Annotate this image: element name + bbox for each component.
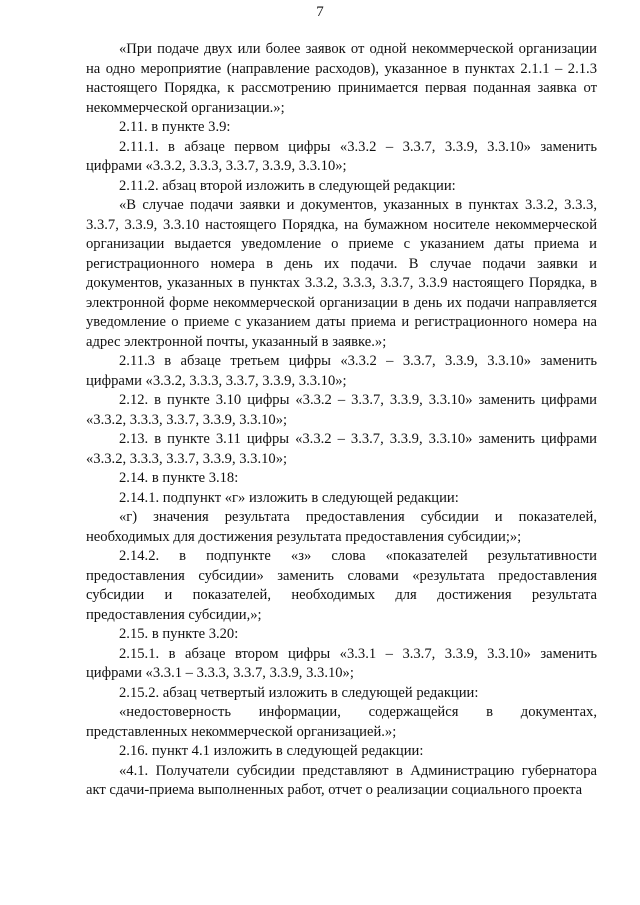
paragraph-2-14-1: 2.14.1. подпункт «г» изложить в следующей редакции: bbox=[119, 489, 459, 506]
paragraph-2-12: 2.12. в пункте 3.10 цифры «3.3.2 – 3.3.7, 3.3.9, 3.3.10» заменить цифрами «3.3.2, 3.3.3, 3.3.7, 3.3.9, 3.3.10»; bbox=[86, 392, 597, 428]
paragraph-2-13: 2.13. в пункте 3.11 цифры «3.3.2 – 3.3.7, 3.3.9, 3.3.10» заменить цифрами «3.3.2, 3.3.3, 3.3.7, 3.3.9, 3.3.10»; bbox=[86, 431, 597, 467]
paragraph-2-16: 2.16. пункт 4.1 изложить в следующей редакции: bbox=[119, 743, 424, 759]
paragraph-quote-notification: «В случае подачи заявки и документов, указанных в пунктах 3.3.2, 3.3.3, 3.3.7, 3.3.9, 3.3.10 настоящего Порядка, на бумажном носителе некоммерческой организации выдается уведомление о приеме с указанием даты приема и регистрационного номера в день их подачи. В случае подачи заявки и документов, указанных в пунктах 3.3.2, 3.3.3, 3.3.7, 3.3.9 настоящего Порядка, в электронной форме некоммерческой организации в день их подачи направляется уведомление о приеме с указанием даты приема и регистрационного номера на адрес электронной почты, указанный в заявке.»; bbox=[86, 197, 597, 350]
paragraph-quote-subparagraph-g: «г) значения результата предоставления субсидии и показателей, необходимых для достижения результата предоставления субсидии;»; bbox=[86, 509, 597, 545]
paragraph-quote-4-1: «4.1. Получатели субсидии представляют в Администрацию губернатора акт сдачи-приема выполненных работ, отчет о реализации социального проекта bbox=[86, 762, 597, 798]
paragraph-2-15: 2.15. в пункте 3.20: bbox=[119, 626, 239, 642]
paragraph-2-15-2: 2.15.2. абзац четвертый изложить в следующей редакции: bbox=[119, 684, 479, 701]
document-body bbox=[86, 40, 597, 801]
page-number: 7 bbox=[316, 4, 324, 20]
paragraph-2-11-2: 2.11.2. абзац второй изложить в следующей редакции: bbox=[119, 177, 456, 194]
paragraph-2-15-1: 2.15.1. в абзаце втором цифры «3.3.1 – 3.3.7, 3.3.9, 3.3.10» заменить цифрами «3.3.1 – 3.3.3, 3.3.7, 3.3.9, 3.3.10»; bbox=[86, 645, 597, 681]
paragraph-2-14: 2.14. в пункте 3.18: bbox=[119, 470, 239, 486]
paragraph-2-11-3: 2.11.3 в абзаце третьем цифры «3.3.2 – 3.3.7, 3.3.9, 3.3.10» заменить цифрами «3.3.2, 3.3.3, 3.3.7, 3.3.9, 3.3.10»; bbox=[86, 353, 597, 389]
paragraph-2-11: 2.11. в пункте 3.9: bbox=[119, 119, 231, 135]
paragraph-2-11-1: 2.11.1. в абзаце первом цифры «3.3.2 – 3.3.7, 3.3.9, 3.3.10» заменить цифрами «3.3.2, 3.3.3, 3.3.7, 3.3.9, 3.3.10»; bbox=[86, 138, 597, 174]
paragraph-quote-applications: «При подаче двух или более заявок от одной некоммерческой организации на одно мероприятие (направление расходов), указанное в пунктах 2.1.1 – 2.1.3 настоящего Порядка, к рассмотрению принимается первая поданная заявка от некоммерческой организации.»; bbox=[86, 41, 597, 116]
paragraph-quote-unreliability: «недостоверность информации, содержащейся в документах, представленных некоммерческой организацией.»; bbox=[86, 704, 597, 740]
paragraph-2-14-2: 2.14.2. в подпункте «з» слова «показателей результативности предоставления субсидии» заменить словами «результата предоставления субсидии и показателей, необходимых для достижения результата предоставления субсидии,»; bbox=[86, 548, 597, 623]
